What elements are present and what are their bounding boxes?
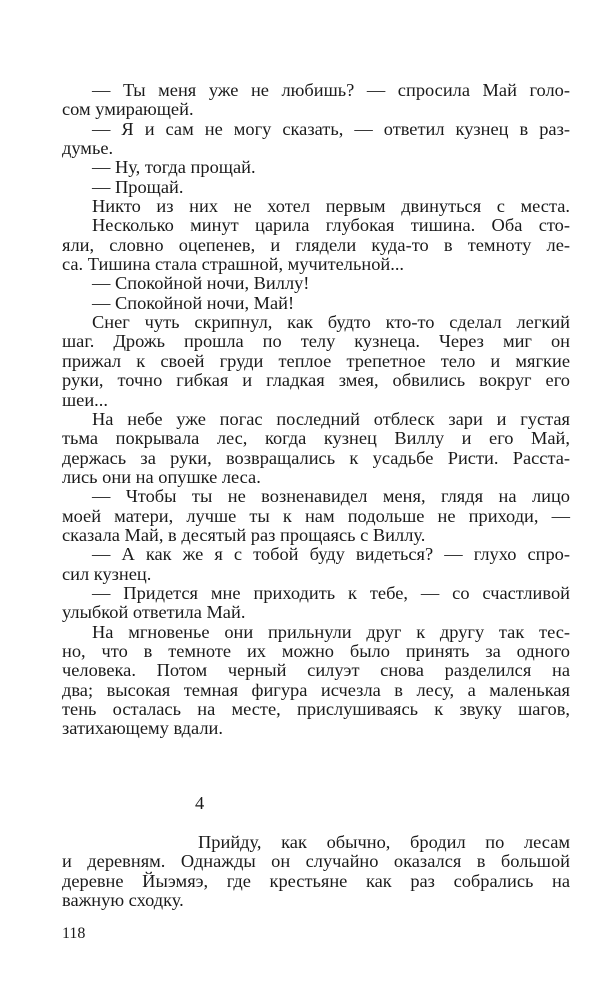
chapter-number: 4 xyxy=(195,793,205,813)
text-line: На мгновенье они прильнули друг к другу так тес- xyxy=(92,621,570,642)
text-line: сом умирающей. xyxy=(62,99,194,120)
text-line: думье. xyxy=(62,138,114,159)
text-line: яли, словно оцепенев, и глядели куда-то в темноту ле- xyxy=(62,234,570,255)
text-line: — Ну, тогда прощай. xyxy=(92,157,256,178)
text-line: — А как же я с тобой буду видеться? — глухо спро- xyxy=(92,544,570,565)
text-line: моей матери, лучше ты к нам подольше не приходи, — xyxy=(62,505,570,526)
text-line: — Спокойной ночи, Виллу! xyxy=(92,273,310,294)
text-line: Несколько минут царила глубокая тишина. Оба сто- xyxy=(92,215,570,236)
text-line: затихающему вдали. xyxy=(62,718,223,739)
text-line: — Чтобы ты не возненавидел меня, глядя на лицо xyxy=(92,486,570,507)
text-line: и деревням. Однажды он случайно оказался в большой xyxy=(62,851,570,872)
text-line: улыбкой ответила Май. xyxy=(62,602,246,623)
text-line: — Придется мне приходить к тебе, — со счастливой xyxy=(92,582,570,603)
text-line: — Ты меня уже не любишь? — спросила Май голо- xyxy=(92,80,570,100)
text-line: тьма покрывала лес, когда кузнец Виллу и его Май, xyxy=(62,428,570,449)
text-line: са. Тишина стала страшной, мучительной... xyxy=(62,254,405,275)
text-line: — Я и сам не могу сказать, — ответил кузнец в раз- xyxy=(92,118,570,139)
text-line: важную сходку. xyxy=(62,890,184,911)
text-line: — Прощай. xyxy=(92,176,184,197)
text-line: шеи... xyxy=(62,389,108,410)
text-line: два; высокая темная фигура исчезла в лесу, а маленькая xyxy=(62,679,570,700)
text-line: лись они на опушке леса. xyxy=(62,466,261,487)
text-line: тень осталась на месте, прислушиваясь к звуку шагов, xyxy=(62,699,570,719)
text-line: деревне Йыэмяэ, где крестьяне как раз собрались на xyxy=(62,870,570,891)
text-line: — Спокойной ночи, Май! xyxy=(92,292,295,313)
text-line: шаг. Дрожь прошла по телу кузнеца. Через миг он xyxy=(62,331,570,352)
text-line: Прийду, как обычно, бродил по лесам xyxy=(198,832,570,852)
text-line: сил кузнец. xyxy=(62,563,152,584)
text-line: Никто из них не хотел первым двинуться с места. xyxy=(92,196,570,217)
text-line: сказала Май, в десятый раз прощаясь с Виллу. xyxy=(62,524,426,545)
text-line: Снег чуть скрипнул, как будто кто-то сделал легкий xyxy=(92,312,570,333)
text-line: человека. Потом черный силуэт снова разделился на xyxy=(62,660,570,681)
text-line: руки, точно гибкая и гладкая змея, обвились вокруг его xyxy=(62,370,570,391)
text-line: но, что в темноте их можно было принять за одного xyxy=(62,640,570,661)
page-number: 118 xyxy=(62,925,86,942)
text-line: На небе уже погас последний отблеск зари и густая xyxy=(92,408,570,429)
chapter-text xyxy=(62,833,570,910)
text-line: держась за руки, возвращались к усадьбе Ристи. Расста- xyxy=(62,447,570,468)
text-line: прижал к своей груди теплое трепетное тело и мягкие xyxy=(62,350,570,371)
main-text xyxy=(62,81,570,739)
